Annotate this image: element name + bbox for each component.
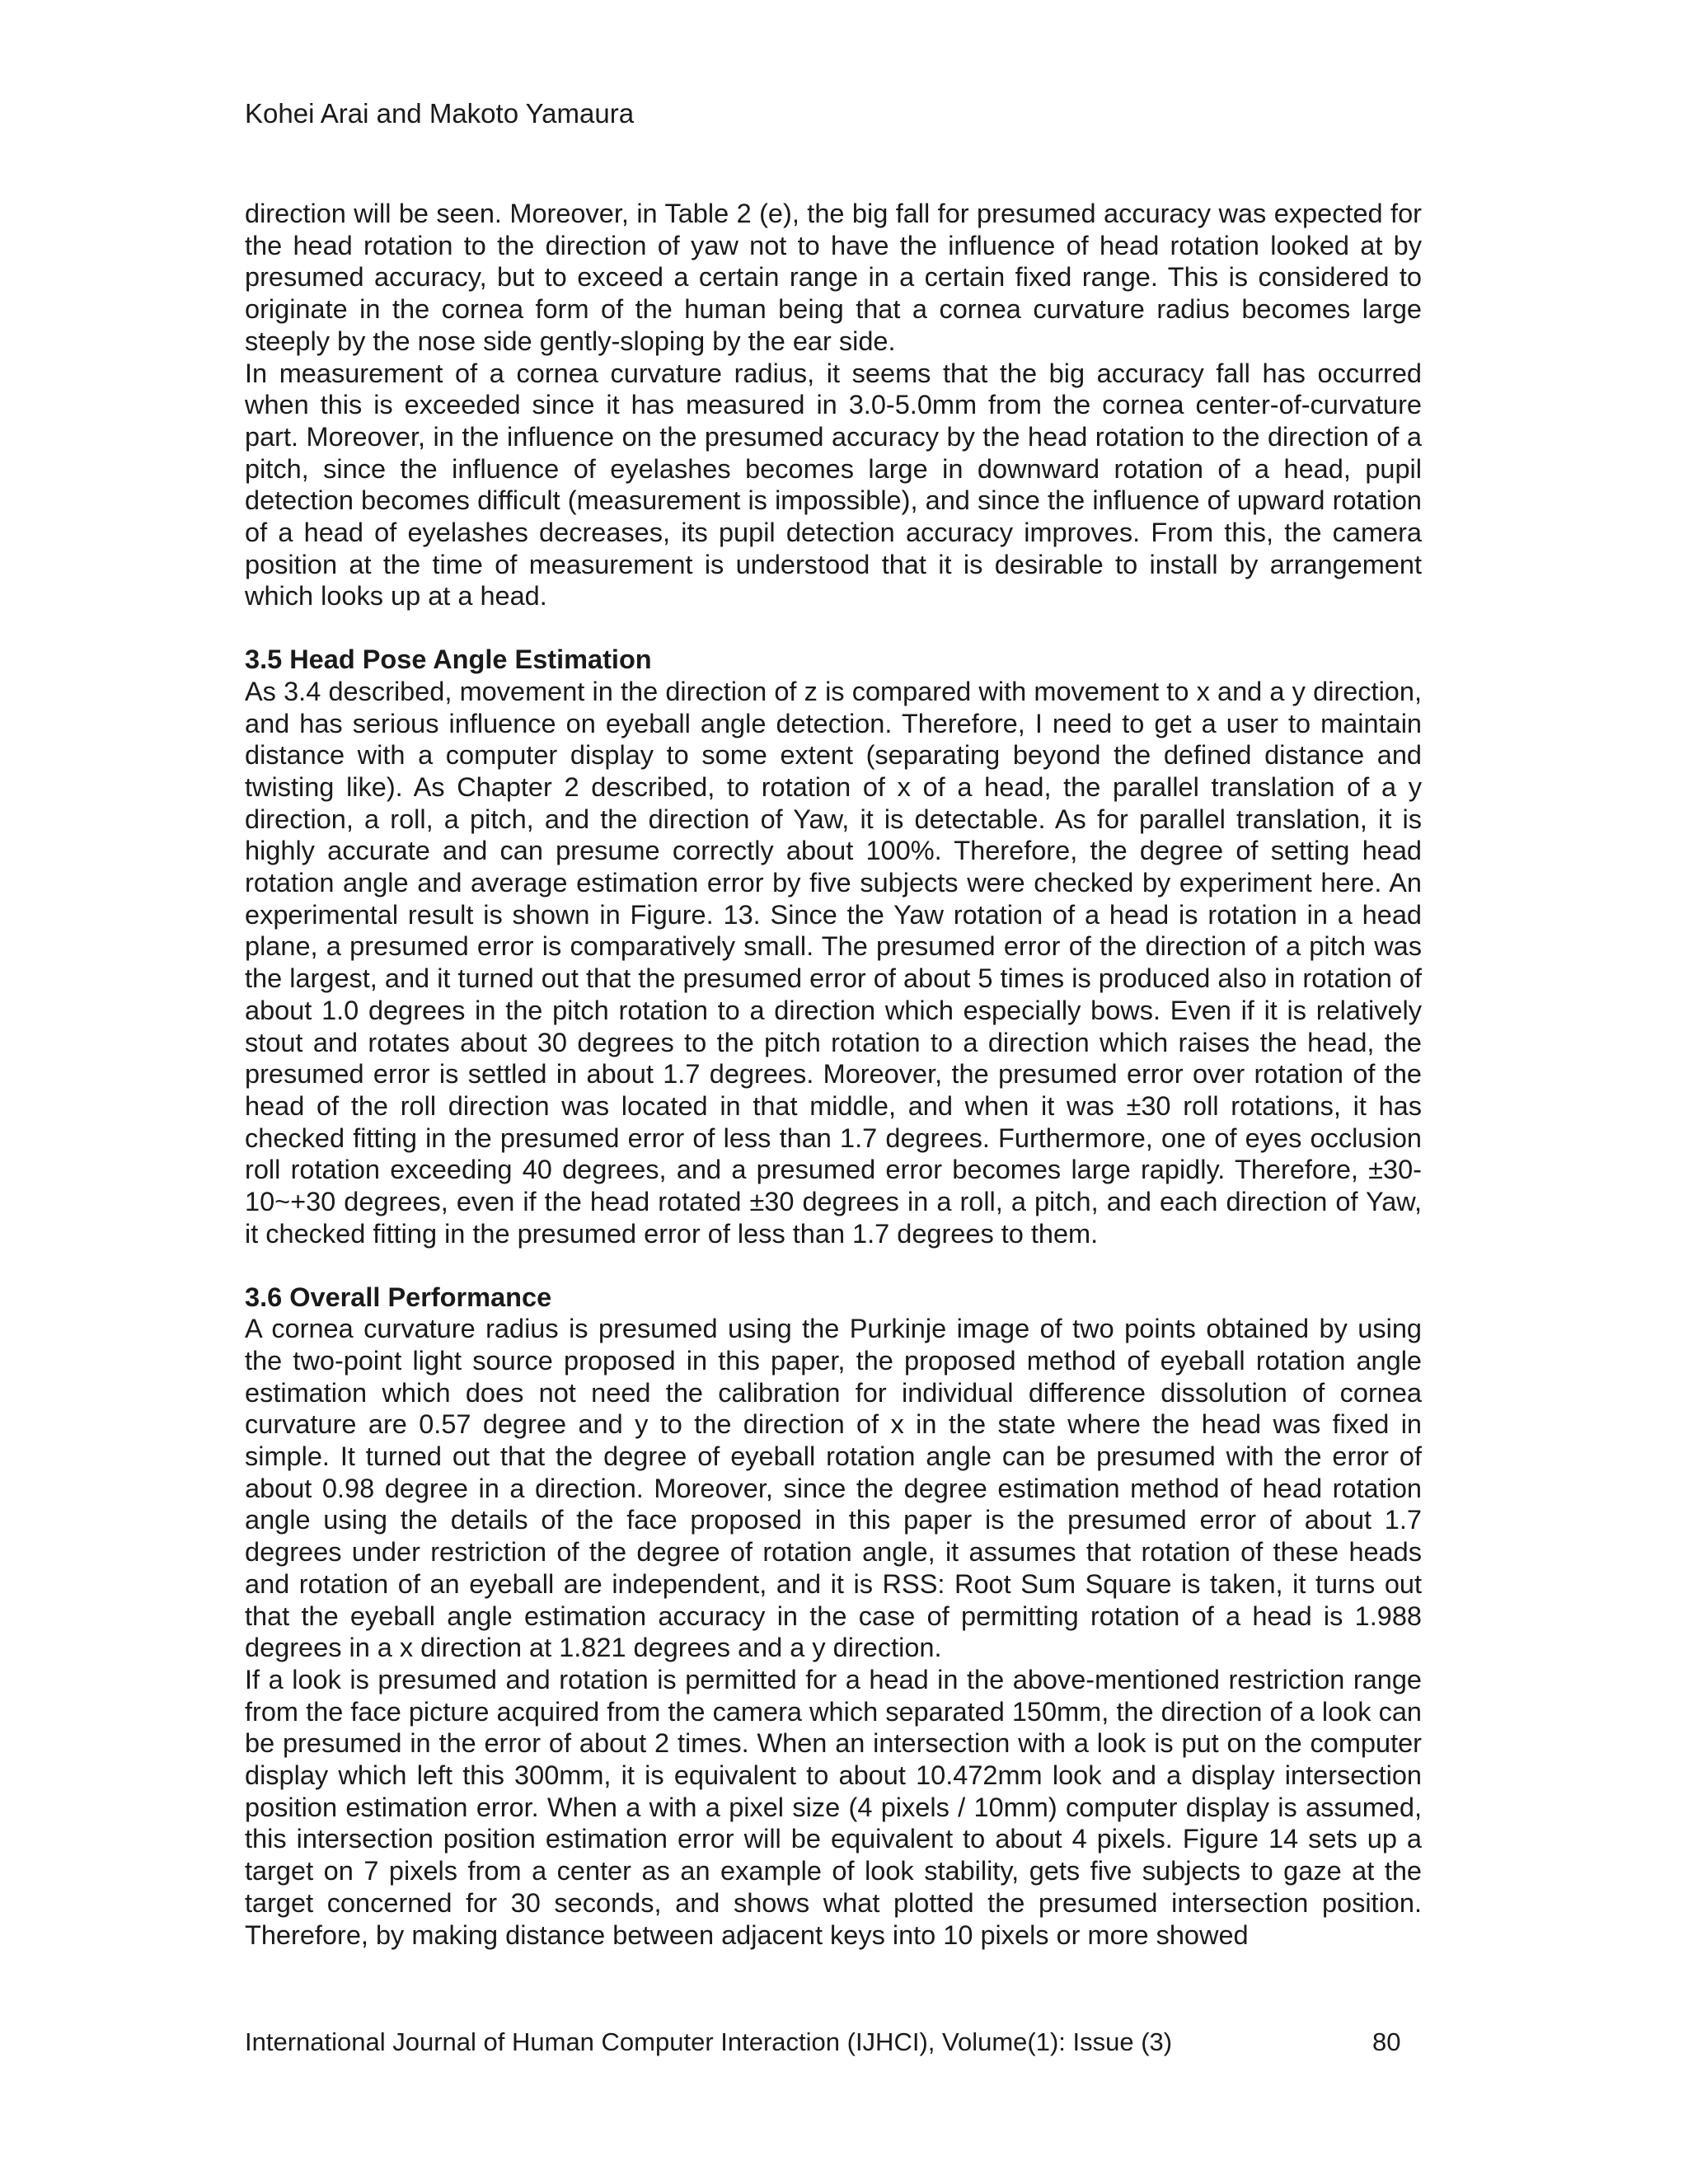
section-heading-3-6: 3.6 Overall Performance bbox=[245, 1282, 552, 1312]
paragraph: As 3.4 described, movement in the direction of z is compared with movement to x and a y direction, and has serious influence on eyeball angle detection. Therefore, I need to get a user to maintain distance with a computer display to some extent (separating beyond the defined distance and twisting like). As Chapter 2 described, to rotation of x of a head, the parallel translation of a y direction, a roll, a pitch, and the direction of Yaw, it is detectable. As for parallel translation, it is highly accurate and can presume correctly about 100%. Therefore, the degree of setting head rotation angle and average estimation error by five subjects were checked by experiment here. An experimental result is shown in Figure. 13. Since the Yaw rotation of a head is rotation in a head plane, a presumed error is comparatively small. The presumed error of the direction of a pitch was the largest, and it turned out that the presumed error of about 5 times is produced also in rotation of about 1.0 degrees in the pitch rotation to a direction which especially bows. Even if it is relatively stout and rotates about 30 degrees to the pitch rotation to a direction which raises the head, the presumed error is settled in about 1.7 degrees. Moreover, the presumed error over rotation of the head of the roll direction was located in that middle, and when it was ±30 roll rotations, it has checked fitting in the presumed error of less than 1.7 degrees. Furthermore, one of eyes occlusion roll rotation exceeding 40 degrees, and a presumed error becomes large rapidly. Therefore, ±30-10~+30 degrees, even if the head rotated ±30 degrees in a roll, a pitch, and each direction of Yaw, it checked fitting in the presumed error of less than 1.7 degrees to them. bbox=[245, 676, 1422, 1249]
paragraph: direction will be seen. Moreover, in Table 2 (e), the big fall for presumed accuracy was expected for the head rotation to the direction of yaw not to have the influence of head rotation looked at by presumed accuracy, but to exceed a certain range in a certain fixed range. This is considered to originate in the cornea form of the human being that a cornea curvature radius becomes large steeply by the nose side gently-sloping by the ear side. bbox=[245, 199, 1422, 356]
paragraph: In measurement of a cornea curvature radius, it seems that the big accuracy fall has occurred when this is exceeded since it has measured in 3.0-5.0mm from the cornea center-of-curvature part. Moreover, in the influence on the presumed accuracy by the head rotation to the direction of a pitch, since the influence of eyelashes becomes large in downward rotation of a head, pupil detection becomes difficult (measurement is impossible), and since the influence of upward rotation of a head of eyelashes decreases, its pupil detection accuracy improves. From this, the camera position at the time of measurement is understood that it is desirable to install by arrangement which looks up at a head. bbox=[245, 358, 1422, 612]
article-body bbox=[245, 198, 1422, 1951]
page-footer bbox=[245, 2026, 1399, 2059]
running-head-authors: Kohei Arai and Makoto Yamaura bbox=[245, 98, 635, 129]
page-number: 80 bbox=[1372, 2027, 1401, 2056]
section-heading-3-5: 3.5 Head Pose Angle Estimation bbox=[245, 644, 652, 675]
paragraph: If a look is presumed and rotation is permitted for a head in the above-mentioned restriction range from the face picture acquired from the camera which separated 150mm, the direction of a look can be presumed in the error of about 2 times. When an intersection with a look is put on the computer display which left this 300mm, it is equivalent to about 10.472mm look and a display intersection position estimation error. When a with a pixel size (4 pixels / 10mm) computer display is assumed, this intersection position estimation error will be equivalent to about 4 pixels. Figure 14 sets up a target on 7 pixels from a center as an example of look stability, gets five subjects to gaze at the target concerned for 30 seconds, and shows what plotted the presumed intersection position. Therefore, by making distance between adjacent keys into 10 pixels or more showed bbox=[245, 1664, 1422, 1950]
journal-citation: International Journal of Human Computer Interaction (IJHCI), Volume(1): Issue (3) bbox=[245, 2027, 1173, 2056]
section-gap bbox=[245, 612, 1422, 644]
paragraph: A cornea curvature radius is presumed using the Purkinje image of two points obtained by using the two-point light source proposed in this paper, the proposed method of eyeball rotation angle estimation which does not need the calibration for individual difference dissolution of cornea curvature are 0.57 degree and y to the direction of x in the state where the head was fixed in simple. It turned out that the degree of eyeball rotation angle can be presumed with the error of about 0.98 degree in a direction. Moreover, since the degree estimation method of head rotation angle using the details of the face proposed in this paper is the presumed error of about 1.7 degrees under restriction of the degree of rotation angle, it assumes that rotation of these heads and rotation of an eyeball are independent, and it is RSS: Root Sum Square is taken, it turns out that the eyeball angle estimation accuracy in the case of permitting rotation of a head is 1.988 degrees in a x direction at 1.821 degrees and a y direction. bbox=[245, 1314, 1422, 1663]
section-gap bbox=[245, 1250, 1422, 1282]
